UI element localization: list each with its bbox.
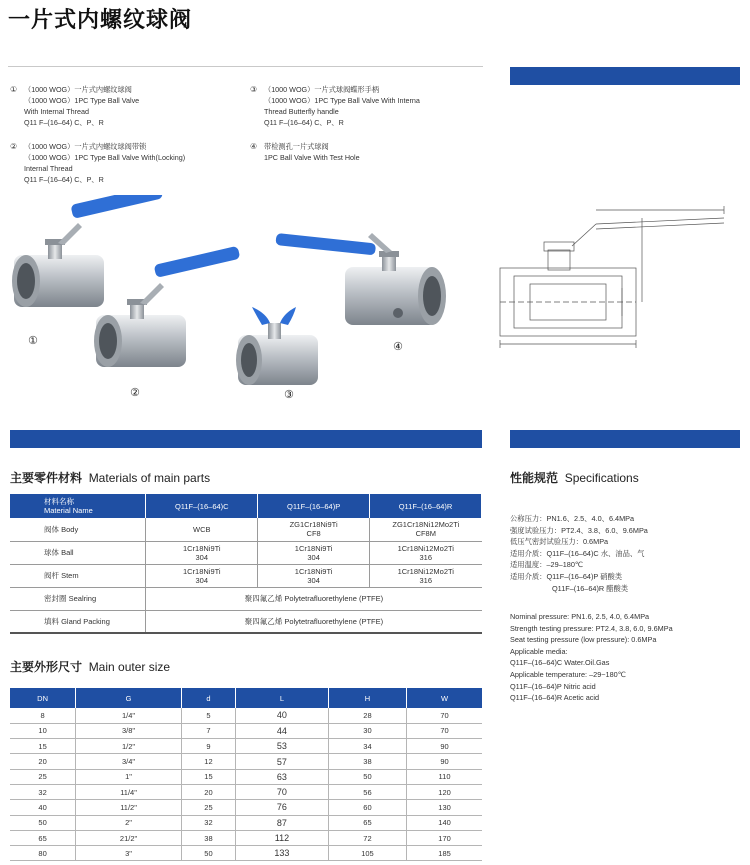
dimension-cell-l: 53: [236, 739, 329, 754]
photo-label-3: ③: [284, 389, 294, 401]
dimension-cell-d: 20: [181, 784, 235, 799]
dimension-cell-l: 57: [236, 754, 329, 769]
dimension-cell-dn: 8: [10, 708, 76, 723]
table-row: [10, 784, 482, 799]
dimension-cell-g: 1": [76, 769, 182, 784]
product-description-2: ② （1000 WOG）一片式内螺纹球阀带锁 （1000 WOG）1PC Type Ball Valve With(Locking) Internal Thread Q11 F–(16–64) C、P、R: [10, 142, 186, 184]
title-divider: [8, 66, 483, 67]
dimension-cell-l: 70: [236, 784, 329, 799]
table-row: 球体 Ball 1Cr18Ni9Ti 304 1Cr18Ni9Ti 304 1Cr18Ni12Mo2Ti 316: [10, 541, 482, 564]
dimension-cell-h: 105: [328, 846, 406, 861]
dimension-cell-dn: 32: [10, 784, 76, 799]
dimension-cell-dn: 15: [10, 739, 76, 754]
dimension-cell-g: 3": [76, 846, 182, 861]
valve-photo-1: [12, 195, 163, 307]
dimension-cell-h: 72: [328, 830, 406, 845]
table-row: [10, 846, 482, 861]
dimension-cell-dn: 65: [10, 830, 76, 845]
dimension-cell-h: 30: [328, 723, 406, 738]
technical-drawing: [492, 196, 742, 356]
dimension-cell-d: 15: [181, 769, 235, 784]
dimension-cell-d: 25: [181, 800, 235, 815]
table-row: [10, 815, 482, 830]
dimension-cell-l: 40: [236, 708, 329, 723]
section-bar-right: [510, 430, 740, 448]
header-bar-right: [510, 67, 740, 85]
dimension-cell-g: 1/2": [76, 739, 182, 754]
dimension-cell-d: 32: [181, 815, 235, 830]
table-row: [10, 769, 482, 784]
specifications-en: Nominal pressure: PN1.6, 2.5, 4.0, 6.4MPa Strength testing pressure: PT2.4, 3.8, 6.0, 9.6MPa Seat testing pressure (low pressure): 0.6MPa Applicable media: Q11F–(16–64)C Water.Oil.Gas Applicable temperature: –29~180℃ Q11F–(16–64)P Nitric acid Q11F–(16–64)R Acetic acid: [510, 612, 673, 703]
dimension-cell-w: 170: [407, 830, 482, 845]
specifications-title: 性能规范 Specifications: [510, 471, 639, 485]
table-row: 阀杆 Stem 1Cr18Ni9Ti 304 1Cr18Ni9Ti 304 1Cr18Ni12Mo2Ti 316: [10, 564, 482, 587]
dimension-cell-g: 1/4": [76, 708, 182, 723]
dimension-cell-dn: 25: [10, 769, 76, 784]
dimension-cell-g: 11/2": [76, 800, 182, 815]
dimension-cell-w: 70: [407, 723, 482, 738]
dimension-cell-d: 50: [181, 846, 235, 861]
dimension-cell-l: 63: [236, 769, 329, 784]
dimension-cell-w: 130: [407, 800, 482, 815]
photo-label-4: ④: [393, 341, 403, 353]
dimension-cell-l: 87: [236, 815, 329, 830]
dimension-cell-w: 110: [407, 769, 482, 784]
dimension-cell-h: 56: [328, 784, 406, 799]
dimension-cell-w: 70: [407, 708, 482, 723]
dimension-cell-dn: 20: [10, 754, 76, 769]
table-row: [10, 800, 482, 815]
dimension-cell-l: 112: [236, 830, 329, 845]
materials-table: [10, 494, 482, 634]
dimension-cell-g: 21/2": [76, 830, 182, 845]
dimension-cell-d: 5: [181, 708, 235, 723]
dimensions-table: DN G d L H W 8 1/4" 5 40 28 70 10 3/8" 7 44 30 70 15 1/2" 9 53 34 90 20 3/4" 12 57 38 90 25 1" 15 63 50 110 32 11/4" 20 70 56 120 40 11/2" 25 76 60 130 50 2" 32 87 65 140 65 21/2" 38 112 72 170 80 3" 50 133 105 185: [10, 688, 482, 861]
dimension-cell-g: 11/4": [76, 784, 182, 799]
dimension-cell-h: 60: [328, 800, 406, 815]
materials-col-r: Q11F–(16–64)R: [370, 494, 482, 518]
page-title: 一片式内螺纹球阀: [8, 8, 193, 33]
specifications-cn: 公称压力：PN1.6、2.5、4.0、6.4MPa 强度试验压力：PT2.4、3.8、6.0、9.6MPa 低压气密封试验压力：0.6MPa 适用介质：Q11F–(16–64)C 水、油品、气 适用温度：–29–180℃ 适用介质：Q11F–(16–64)P 硝酸类 Q11F–(16–64)R 醋酸类: [510, 514, 648, 593]
table-row: [10, 830, 482, 845]
dimension-cell-w: 120: [407, 784, 482, 799]
table-row: 阀体 Body WCB ZG1Cr18Ni9Ti CF8 ZG1Cr18Ni12Mo2Ti CF8M: [10, 518, 482, 541]
product-description-3: ③ （1000 WOG）一片式球阀蝶形手柄 （1000 WOG）1PC Type Ball Valve With Interna Thread Butterfly handle Q11 F–(16–64) C、P、R: [250, 85, 420, 127]
dimension-cell-w: 185: [407, 846, 482, 861]
materials-title: 主要零件材料 Materials of main parts: [10, 471, 211, 485]
photo-label-1: ①: [28, 335, 38, 347]
dimension-cell-dn: 10: [10, 723, 76, 738]
dimension-cell-w: 90: [407, 754, 482, 769]
dimensions-title: 主要外形尺寸 Main outer size: [10, 660, 171, 674]
dimension-cell-d: 12: [181, 754, 235, 769]
table-row: 密封圈 Sealring 聚四氟乙烯 Polytetrafluorethylene (PTFE): [10, 587, 482, 610]
product-description-1: ① （1000 WOG）一片式内螺纹球阀 （1000 WOG）1PC Type Ball Valve With Internal Thread Q11 F–(16–64) C、P、R: [10, 85, 140, 127]
valve-photo-3: [236, 307, 318, 385]
dimension-cell-g: 2": [76, 815, 182, 830]
dimension-cell-dn: 40: [10, 800, 76, 815]
dimension-cell-l: 76: [236, 800, 329, 815]
dimension-cell-w: 140: [407, 815, 482, 830]
dimension-cell-d: 7: [181, 723, 235, 738]
dimension-cell-h: 50: [328, 769, 406, 784]
dimension-cell-h: 34: [328, 739, 406, 754]
product-photos: [0, 195, 490, 410]
dimension-cell-g: 3/8": [76, 723, 182, 738]
valve-photo-2: [94, 246, 240, 367]
dimension-cell-dn: 50: [10, 815, 76, 830]
table-row: 填料 Gland Packing 聚四氟乙烯 Polytetrafluorethylene (PTFE): [10, 610, 482, 633]
dimension-cell-g: 3/4": [76, 754, 182, 769]
materials-col-p: Q11F–(16–64)P: [258, 494, 370, 518]
table-row: [10, 723, 482, 738]
dimension-cell-h: 65: [328, 815, 406, 830]
photo-label-2: ②: [130, 387, 140, 399]
materials-col-c: Q11F–(16–64)C: [146, 494, 258, 518]
dimension-cell-h: 28: [328, 708, 406, 723]
dimension-cell-h: 38: [328, 754, 406, 769]
table-row: [10, 708, 482, 723]
dimension-cell-w: 90: [407, 739, 482, 754]
dimension-cell-l: 44: [236, 723, 329, 738]
dimension-cell-l: 133: [236, 846, 329, 861]
table-row: [10, 739, 482, 754]
dimension-cell-d: 38: [181, 830, 235, 845]
valve-photo-4: [275, 233, 446, 325]
product-description-4: ④ 带检测孔一片式球阀 1PC Ball Valve With Test Hole: [250, 142, 360, 162]
dimension-cell-dn: 80: [10, 846, 76, 861]
table-row: [10, 754, 482, 769]
materials-header-name: 材料名称 Material Name: [10, 494, 146, 518]
section-bar-left: [10, 430, 482, 448]
dimension-cell-d: 9: [181, 739, 235, 754]
